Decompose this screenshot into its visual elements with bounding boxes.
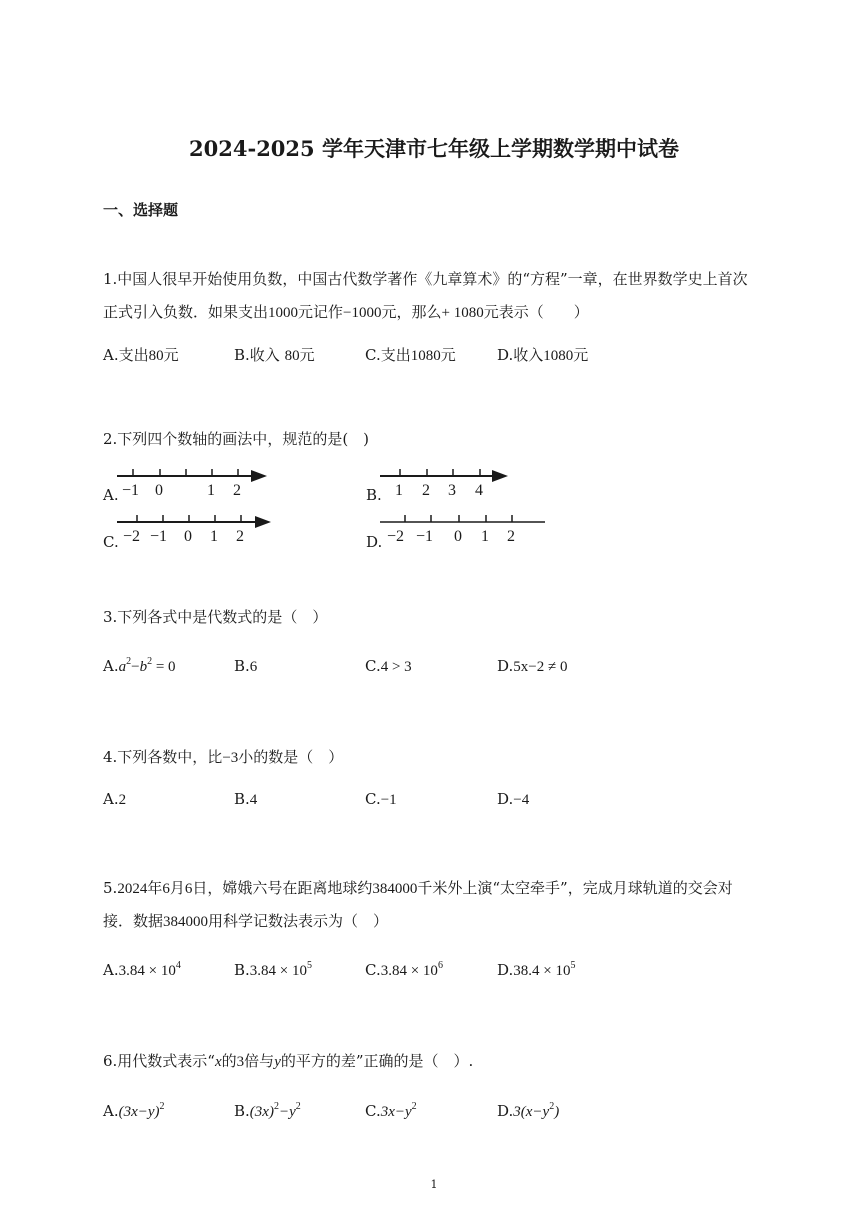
- q6-option-d[interactable]: [497, 1102, 559, 1121]
- exponent: 4: [175, 960, 181, 971]
- option-value: 3.84 × 10: [249, 963, 308, 979]
- option-value: 80: [284, 348, 300, 364]
- q6-text: 6.用代数式表示“: [103, 1052, 215, 1070]
- axis-b-tick-label: 2: [422, 482, 430, 499]
- section-heading: 一、选择题: [103, 201, 179, 219]
- axis-c-tick-label: 2: [236, 528, 244, 545]
- var-y: y: [274, 1054, 281, 1070]
- q6-option-c[interactable]: [365, 1102, 417, 1121]
- option-value: (3x−y): [118, 1104, 160, 1120]
- q5-year: 2024: [117, 881, 148, 897]
- option-label: C.: [365, 346, 381, 364]
- axis-c-tick-label: −1: [150, 528, 168, 545]
- q3-stem: 3.下列各式中是代数式的是（ ）: [103, 608, 328, 626]
- axis-a-tick-label: −1: [122, 482, 140, 499]
- q2-option-b-label[interactable]: B.: [366, 486, 382, 504]
- exponent: 2: [411, 1101, 417, 1112]
- exponent: 2: [159, 1101, 165, 1112]
- axis-b-tick-label: 4: [475, 482, 483, 499]
- option-label: C.: [365, 961, 381, 979]
- axis-a-tick-label: 2: [233, 482, 241, 499]
- q5-text: 月: [169, 879, 185, 897]
- q4-num: −3: [222, 750, 239, 766]
- option-label: C.: [365, 790, 381, 808]
- option-value: 3(x−y: [513, 1104, 550, 1120]
- q5-text: 用科学记数法表示为（ ）: [208, 912, 389, 930]
- q5-option-c[interactable]: [365, 961, 443, 980]
- option-value: 5x−2 ≠ 0: [513, 659, 568, 675]
- option-label: C.: [365, 1102, 381, 1120]
- q4-stem: [103, 746, 343, 767]
- option-value: 6: [249, 659, 258, 675]
- option-label: A.: [103, 961, 119, 979]
- axis-d-tick-label: 1: [481, 528, 489, 545]
- q4-text-b: 小的数是（ ）: [238, 748, 344, 766]
- option-value: 2: [118, 792, 127, 808]
- number-line-a: [117, 469, 267, 499]
- q5-text: 年: [147, 879, 163, 897]
- axis-c-tick-label: 0: [184, 528, 192, 545]
- option-label: A.: [103, 1102, 119, 1120]
- axis-b-tick-label: 1: [395, 482, 403, 499]
- q5-text: 日，嫦娥六号在距离地球约: [192, 879, 373, 897]
- option-value: 3x−y: [380, 1104, 412, 1120]
- axis-a-tick-label: 1: [207, 482, 215, 499]
- option-label: D.: [497, 346, 514, 364]
- option-label: C.: [365, 657, 381, 675]
- option-tail: −y: [278, 1104, 296, 1120]
- q5-option-a[interactable]: [103, 961, 181, 980]
- option-label: D.: [497, 1102, 514, 1120]
- q2-stem: 2.下列四个数轴的画法中，规范的是( ): [103, 430, 370, 448]
- option-label: A.: [103, 790, 119, 808]
- exponent: 6: [437, 960, 443, 971]
- q2-option-a-label[interactable]: A.: [103, 486, 119, 504]
- var-b: b: [139, 659, 148, 675]
- option-value: 80: [148, 348, 164, 364]
- q2-option-d-label[interactable]: D.: [366, 533, 383, 551]
- q5-day: 6: [184, 881, 193, 897]
- option-unit: 元: [573, 346, 589, 364]
- q1-num-3: + 1080: [441, 305, 484, 321]
- number-line-b: [380, 469, 508, 499]
- option-value: 38.4 × 10: [513, 963, 571, 979]
- option-label: B.: [234, 790, 250, 808]
- q4-option-c[interactable]: [365, 790, 397, 809]
- option-tail: ): [554, 1104, 560, 1120]
- axis-b-tick-label: 3: [448, 482, 456, 499]
- option-value: 1080: [410, 348, 441, 364]
- exponent: 2: [126, 656, 132, 667]
- equation-tail: = 0: [152, 659, 176, 675]
- q1-text-a: 正式引入负数．如果支出: [103, 303, 269, 321]
- q5-text: 接．数据: [103, 912, 164, 930]
- number-line-c: [117, 515, 271, 545]
- q1-line1: 1.中国人很早开始使用负数，中国古代数学著作《九章算术》的“方程”一章，在世界数学史上首次: [103, 270, 748, 288]
- q6-option-a[interactable]: [103, 1102, 165, 1121]
- q5-month: 6: [162, 881, 170, 897]
- option-label: A.: [103, 346, 119, 364]
- number-lines: [0, 0, 868, 600]
- option-label: D.: [497, 790, 514, 808]
- q4-text-a: 4.下列各数中，比: [103, 748, 223, 766]
- q1-num-2: −1000: [343, 305, 382, 321]
- option-unit: 元: [440, 346, 456, 364]
- q5-distance: 384000: [372, 881, 418, 897]
- option-text: 支出: [380, 346, 411, 364]
- q6-number: 3: [236, 1054, 245, 1070]
- q4-option-a[interactable]: [103, 790, 126, 809]
- page-number: 1: [430, 1178, 438, 1191]
- option-value: 4 > 3: [380, 659, 412, 675]
- option-value: (3x): [249, 1104, 274, 1120]
- option-value: −1: [380, 792, 397, 808]
- exponent: 2: [273, 1101, 279, 1112]
- q2-option-c-label[interactable]: C.: [103, 533, 119, 551]
- option-label: A.: [103, 657, 119, 675]
- option-text: 支出: [118, 346, 149, 364]
- q3-option-a[interactable]: [103, 657, 176, 676]
- axis-d-tick-label: 0: [454, 528, 462, 545]
- axis-d-tick-label: −2: [387, 528, 405, 545]
- q5-option-b[interactable]: [234, 961, 312, 980]
- q5-line1: [103, 877, 733, 898]
- var-x: x: [214, 1054, 222, 1070]
- q3-option-c[interactable]: [365, 657, 412, 676]
- option-label: B.: [234, 657, 250, 675]
- page-title: 2024-2025 学年天津市七年级上学期数学期中试卷: [189, 136, 679, 161]
- axis-a-tick-label: 0: [155, 482, 163, 499]
- option-label: D.: [497, 657, 514, 675]
- option-label: B.: [234, 961, 250, 979]
- option-text: 收入: [249, 346, 285, 364]
- exponent: 2: [147, 656, 153, 667]
- option-text: 收入: [513, 346, 544, 364]
- var-a: a: [118, 659, 127, 675]
- q6-text: 的平方的差”正确的是（ ）.: [280, 1052, 474, 1070]
- q5-line2: [103, 910, 388, 931]
- q1-num-1: 1000: [268, 305, 299, 321]
- q1-text-b: 元记作: [298, 303, 344, 321]
- option-value: 4: [249, 792, 258, 808]
- q6-option-b[interactable]: [234, 1102, 301, 1121]
- exponent: 5: [307, 960, 313, 971]
- q6-stem: [103, 1050, 473, 1071]
- option-value: −4: [513, 792, 530, 808]
- axis-c-tick-label: −2: [123, 528, 141, 545]
- axis-d-tick-label: −1: [416, 528, 434, 545]
- option-unit: 元: [163, 346, 179, 364]
- option-label: B.: [234, 1102, 250, 1120]
- q4-option-d[interactable]: [497, 790, 529, 809]
- option-value: 3.84 × 10: [118, 963, 176, 979]
- option-label: D.: [497, 961, 514, 979]
- option-value: 3.84 × 10: [380, 963, 438, 979]
- q5-text: 千米外上演“太空牵手”，完成月球轨道的交会对: [417, 879, 733, 897]
- axis-d-tick-label: 2: [507, 528, 515, 545]
- q3-option-d[interactable]: [497, 657, 567, 676]
- axis-c-tick-label: 1: [210, 528, 218, 545]
- number-line-d: [380, 515, 545, 545]
- q1-text-d: 元表示（ ）: [483, 303, 589, 321]
- exponent: 2: [295, 1101, 301, 1112]
- option-label: B.: [234, 346, 250, 364]
- q5-number: 384000: [163, 914, 209, 930]
- q4-option-b[interactable]: [234, 790, 257, 809]
- q6-text: 的: [221, 1052, 237, 1070]
- q5-text: 5.: [103, 879, 118, 897]
- option-value: 1080: [543, 348, 574, 364]
- q1-text-c: 元，那么: [381, 303, 442, 321]
- option-unit: 元: [299, 346, 315, 364]
- q3-option-b[interactable]: [234, 657, 257, 676]
- q6-text: 倍与: [244, 1052, 275, 1070]
- q5-option-d[interactable]: [497, 961, 575, 980]
- exponent: 5: [570, 960, 576, 971]
- minus-sign: −: [131, 659, 140, 675]
- exponent: 2: [549, 1101, 555, 1112]
